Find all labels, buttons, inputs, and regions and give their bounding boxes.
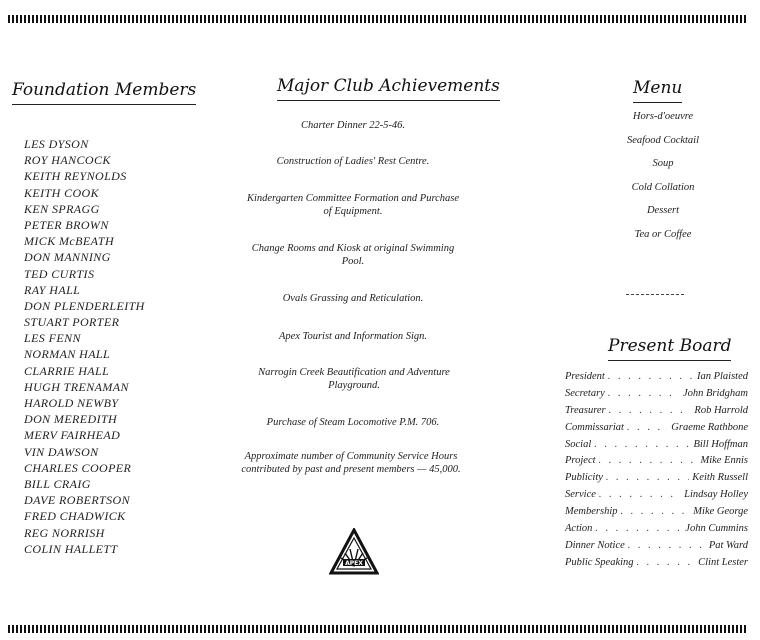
board-role: Project bbox=[565, 455, 596, 467]
member-name: HUGH TRENAMAN bbox=[24, 379, 129, 394]
present-board-heading: Present Board bbox=[608, 336, 731, 361]
board-member: Clint Lester bbox=[698, 556, 748, 568]
member-name: PETER BROWN bbox=[24, 217, 109, 232]
board-member: Bill Hoffman bbox=[693, 438, 748, 450]
member-name: DON MANNING bbox=[24, 250, 111, 265]
board-role: Publicity bbox=[565, 472, 603, 484]
board-role: Treasurer bbox=[565, 404, 606, 416]
member-name: LES DYSON bbox=[24, 137, 89, 151]
board-row bbox=[565, 470, 748, 487]
member-name: BILL CRAIG bbox=[24, 476, 91, 491]
member-name: KEITH COOK bbox=[24, 185, 100, 200]
board-member: Rob Harrold bbox=[694, 404, 748, 416]
board-row bbox=[565, 403, 748, 420]
menu-item: Cold Collation bbox=[631, 182, 695, 193]
achievement-item: Approximate number of Community Service Hours contributed by past and present members — 45,000. bbox=[241, 451, 461, 475]
board-row bbox=[565, 555, 748, 572]
member-name: DON MEREDITH bbox=[24, 412, 118, 427]
achievement-item: Charter Dinner 22-5-46. bbox=[300, 120, 406, 131]
member-name: HAROLD NEWBY bbox=[24, 396, 119, 410]
board-row bbox=[565, 538, 748, 555]
menu-item: Dessert bbox=[646, 205, 680, 216]
menu-item: Soup bbox=[652, 158, 674, 169]
board-member: John Cummins bbox=[685, 523, 748, 535]
member-name: KEITH REYNOLDS bbox=[24, 169, 127, 184]
member-name: DON PLENDERLEITH bbox=[24, 298, 145, 313]
member-name: CHARLES COOPER bbox=[24, 460, 132, 475]
member-name: KEN SPRAGG bbox=[24, 201, 100, 216]
board-member: John Bridgham bbox=[682, 387, 748, 399]
board-member: Lindsay Holley bbox=[684, 489, 748, 501]
board-list bbox=[565, 369, 748, 572]
board-row bbox=[565, 453, 748, 470]
member-name: MERV FAIRHEAD bbox=[24, 428, 121, 443]
member-name: FRED CHADWICK bbox=[24, 509, 126, 524]
board-role: Action bbox=[565, 523, 593, 535]
member-name: STUART PORTER bbox=[24, 315, 120, 330]
board-row bbox=[565, 521, 748, 538]
board-row bbox=[565, 504, 748, 521]
board-role: Service bbox=[565, 489, 596, 501]
menu-item: Hors-d'oeuvre bbox=[632, 111, 694, 122]
foundation-members-list bbox=[24, 136, 145, 557]
board-role: Social bbox=[565, 438, 592, 450]
board-member: Graeme Rathbone bbox=[671, 421, 748, 433]
menu-item: Tea or Coffee bbox=[634, 229, 692, 240]
achievement-item: Purchase of Steam Locomotive P.M. 706. bbox=[266, 417, 440, 428]
board-role: Secretary bbox=[565, 387, 605, 399]
member-name: REG NORRISH bbox=[24, 525, 105, 540]
board-role: Dinner Notice bbox=[565, 539, 625, 551]
board-member: Mike Ennis bbox=[700, 455, 748, 467]
logo-text: APEX bbox=[345, 560, 363, 567]
board-role: Commissariat bbox=[565, 421, 624, 433]
board-row bbox=[565, 386, 748, 403]
board-member: Mike George bbox=[693, 506, 748, 518]
bottom-border-rule bbox=[8, 625, 746, 633]
board-role: President bbox=[565, 371, 605, 382]
foundation-members-heading: Foundation Members bbox=[12, 80, 196, 105]
apex-triangle-emblem-icon bbox=[329, 528, 379, 578]
achievement-item: Kindergarten Committee Formation and Purchase of Equipment. bbox=[246, 193, 460, 217]
board-role: Membership bbox=[565, 506, 618, 518]
menu-item: Seafood Cocktail bbox=[626, 135, 700, 146]
member-name: CLARRIE HALL bbox=[24, 363, 110, 378]
member-name: NORMAN HALL bbox=[24, 347, 111, 362]
board-role: Public Speaking bbox=[565, 556, 634, 568]
achievement-item: Ovals Grassing and Reticulation. bbox=[282, 293, 424, 304]
top-border-rule bbox=[8, 15, 746, 23]
board-member: Pat Ward bbox=[708, 539, 748, 551]
board-member: Keith Russell bbox=[692, 472, 748, 484]
member-name: ROY HANCOCK bbox=[24, 153, 111, 168]
board-row bbox=[565, 369, 748, 386]
member-name: MICK McBEATH bbox=[24, 234, 115, 249]
achievement-item: Apex Tourist and Information Sign. bbox=[278, 331, 428, 342]
achievement-item: Construction of Ladies' Rest Centre. bbox=[276, 156, 430, 167]
member-name: LES FENN bbox=[24, 331, 81, 346]
achievement-item: Narrogin Creek Beautification and Adventure Playground. bbox=[258, 367, 450, 391]
board-row bbox=[565, 487, 748, 504]
board-row bbox=[565, 420, 748, 437]
achievements-heading: Major Club Achievements bbox=[277, 76, 500, 101]
member-name: RAY HALL bbox=[24, 282, 81, 297]
menu-divider bbox=[626, 294, 684, 295]
board-member: Ian Plaisted bbox=[696, 371, 748, 382]
member-name: TED CURTIS bbox=[24, 266, 95, 281]
member-name: DAVE ROBERTSON bbox=[24, 493, 130, 508]
achievement-item: Change Rooms and Kiosk at original Swimming Pool. bbox=[251, 243, 455, 267]
board-row bbox=[565, 437, 748, 454]
menu-heading: Menu bbox=[633, 78, 682, 103]
member-name: VIN DAWSON bbox=[24, 444, 99, 459]
member-name: COLIN HALLETT bbox=[24, 541, 118, 556]
